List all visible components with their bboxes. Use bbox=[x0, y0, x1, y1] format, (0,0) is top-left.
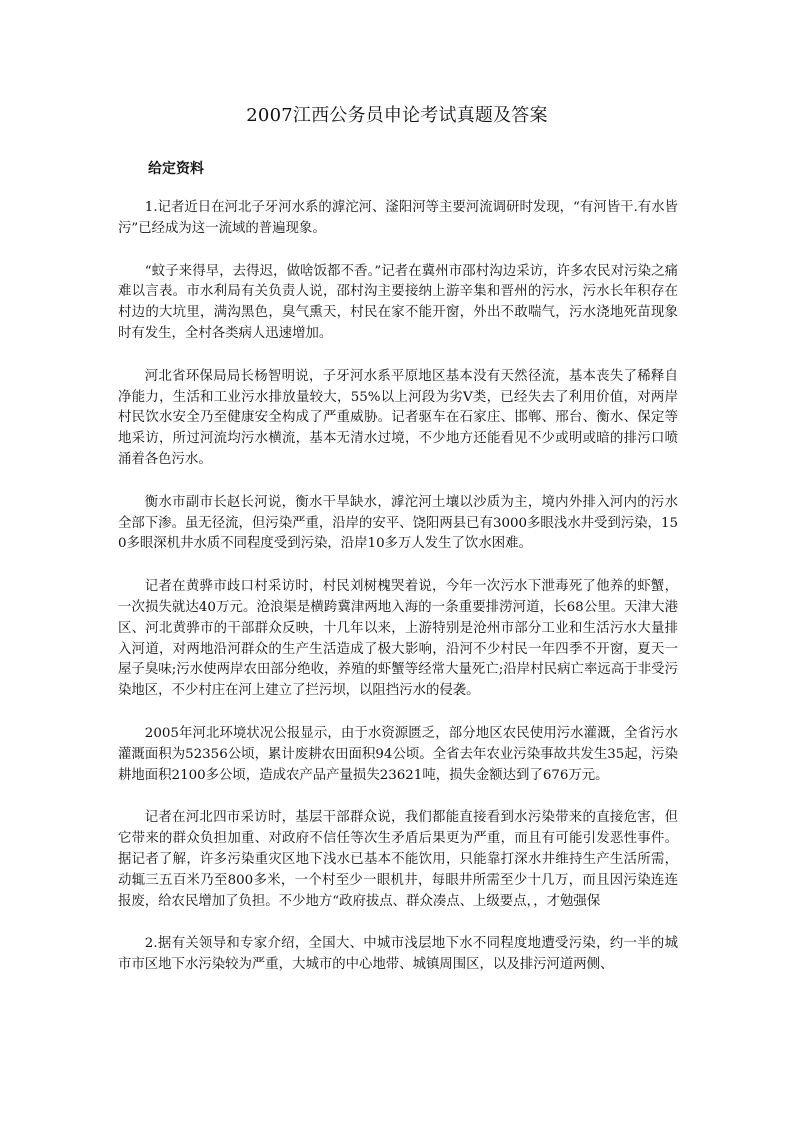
paragraph-6: 2005年河北环境状况公报显示，由于水资源匮乏，部分地区农民使用污水灌溉，全省污水灌溉面积为52356公顷，累计废耕农田面积94公顷。全省去年农业污染事故共发生35起，污染耕地面积2100多公顷，造成农产品产量损失23621吨，损失金额达到了676万元。 bbox=[118, 725, 678, 783]
paragraph-4: 衡水市副市长赵长河说，衡水干旱缺水，滹沱河土壤以沙质为主，境内外排入河内的污水全部下渗。虽无径流，但污染严重，沿岸的安平、饶阳两县已有3000多眼浅水井受到污染，150多眼深机井水质不同程度受到污染，沿岸10多万人发生了饮水困难。 bbox=[118, 494, 678, 552]
paragraph-7: 记者在河北四市采访时，基层干部群众说，我们都能直接看到水污染带来的直接危害，但它带来的群众负担加重、对政府不信任等次生矛盾后果更为严重，而且有可能引发恶性事件。据记者了解，许多污染重灾区地下浅水已基本不能饮用，只能靠打深水井维持生产生活所需，动辄三五百米乃至800多米，一个村至少一眼机井，每眼井所需至少十几万，而且因污染连连报废，给农民增加了负担。不少地方“政府拔点、群众凑点、上级要点，，才勉强保 bbox=[118, 810, 678, 909]
page-title: 2007江西公务员申论考试真题及答案 bbox=[246, 105, 548, 126]
paragraph-8: 2.据有关领导和专家介绍，全国大、中城市浅层地下水不同程度地遭受污染，约一半的城市市区地下水污染较为严重，大城市的中心地带、城镇周围区，以及排污河道两侧、 bbox=[118, 936, 678, 973]
paragraph-3: 河北省环保局局长杨智明说，子牙河水系平原地区基本没有天然径流，基本丧失了稀释自净能力，生活和工业污水排放量较大，55%以上河段为劣Ⅴ类，已经失去了利用价值，对两岸村民饮水安全乃至健康安全构成了严重威胁。记者驱车在石家庄、邯郸、邢台、衡水、保定等地采访，所过河流均污水横流，基本无清水过境，不少地方还能看见不少或明或暗的排污口喷涌着各色污水。 bbox=[118, 368, 678, 467]
paragraph-5: 记者在黄骅市歧口村采访时，村民刘树槐哭着说，今年一次污水下泄毒死了他养的虾蟹，一次损失就达40万元。沧浪渠是横跨冀津两地入海的一条重要排涝河道，长68公里。天津大港区、河北黄骅市的干部群众反映，十几年以来，上游特别是沧州市部分工业和生活污水大量排入河道，对两地沿河群众的生产生活造成了极大影响，沿河不少村民一年四季不开窗，夏天一屋子臭味;污水使两岸农田部分绝收，养殖的虾蟹等经常大量死亡;沿岸村民病亡率远高于非受污染地区，不少村庄在河上建立了拦污坝，以阻挡污水的侵袭。 bbox=[118, 579, 678, 699]
document-body bbox=[118, 198, 678, 998]
section-heading: 给定资料 bbox=[148, 161, 204, 177]
paragraph-2: “蚊子来得早，去得迟，做啥饭都不香。”记者在冀州市邵村沟边采访，许多农民对污染之痛难以言表。市水利局有关负责人说，邵村沟主要接纳上游辛集和晋州的污水，污水长年积存在村边的大坑里，满沟黑色，臭气熏天，村民在家不能开窗，外出不敢喘气，污水浇地死苗现象时有发生，全村各类病人迅速增加。 bbox=[118, 263, 678, 341]
paragraph-1: 1.记者近日在河北子牙河水系的滹沱河、滏阳河等主要河流调研时发现，“有河皆干.有水皆污”已经成为这一流域的普遍现象。 bbox=[118, 200, 678, 236]
